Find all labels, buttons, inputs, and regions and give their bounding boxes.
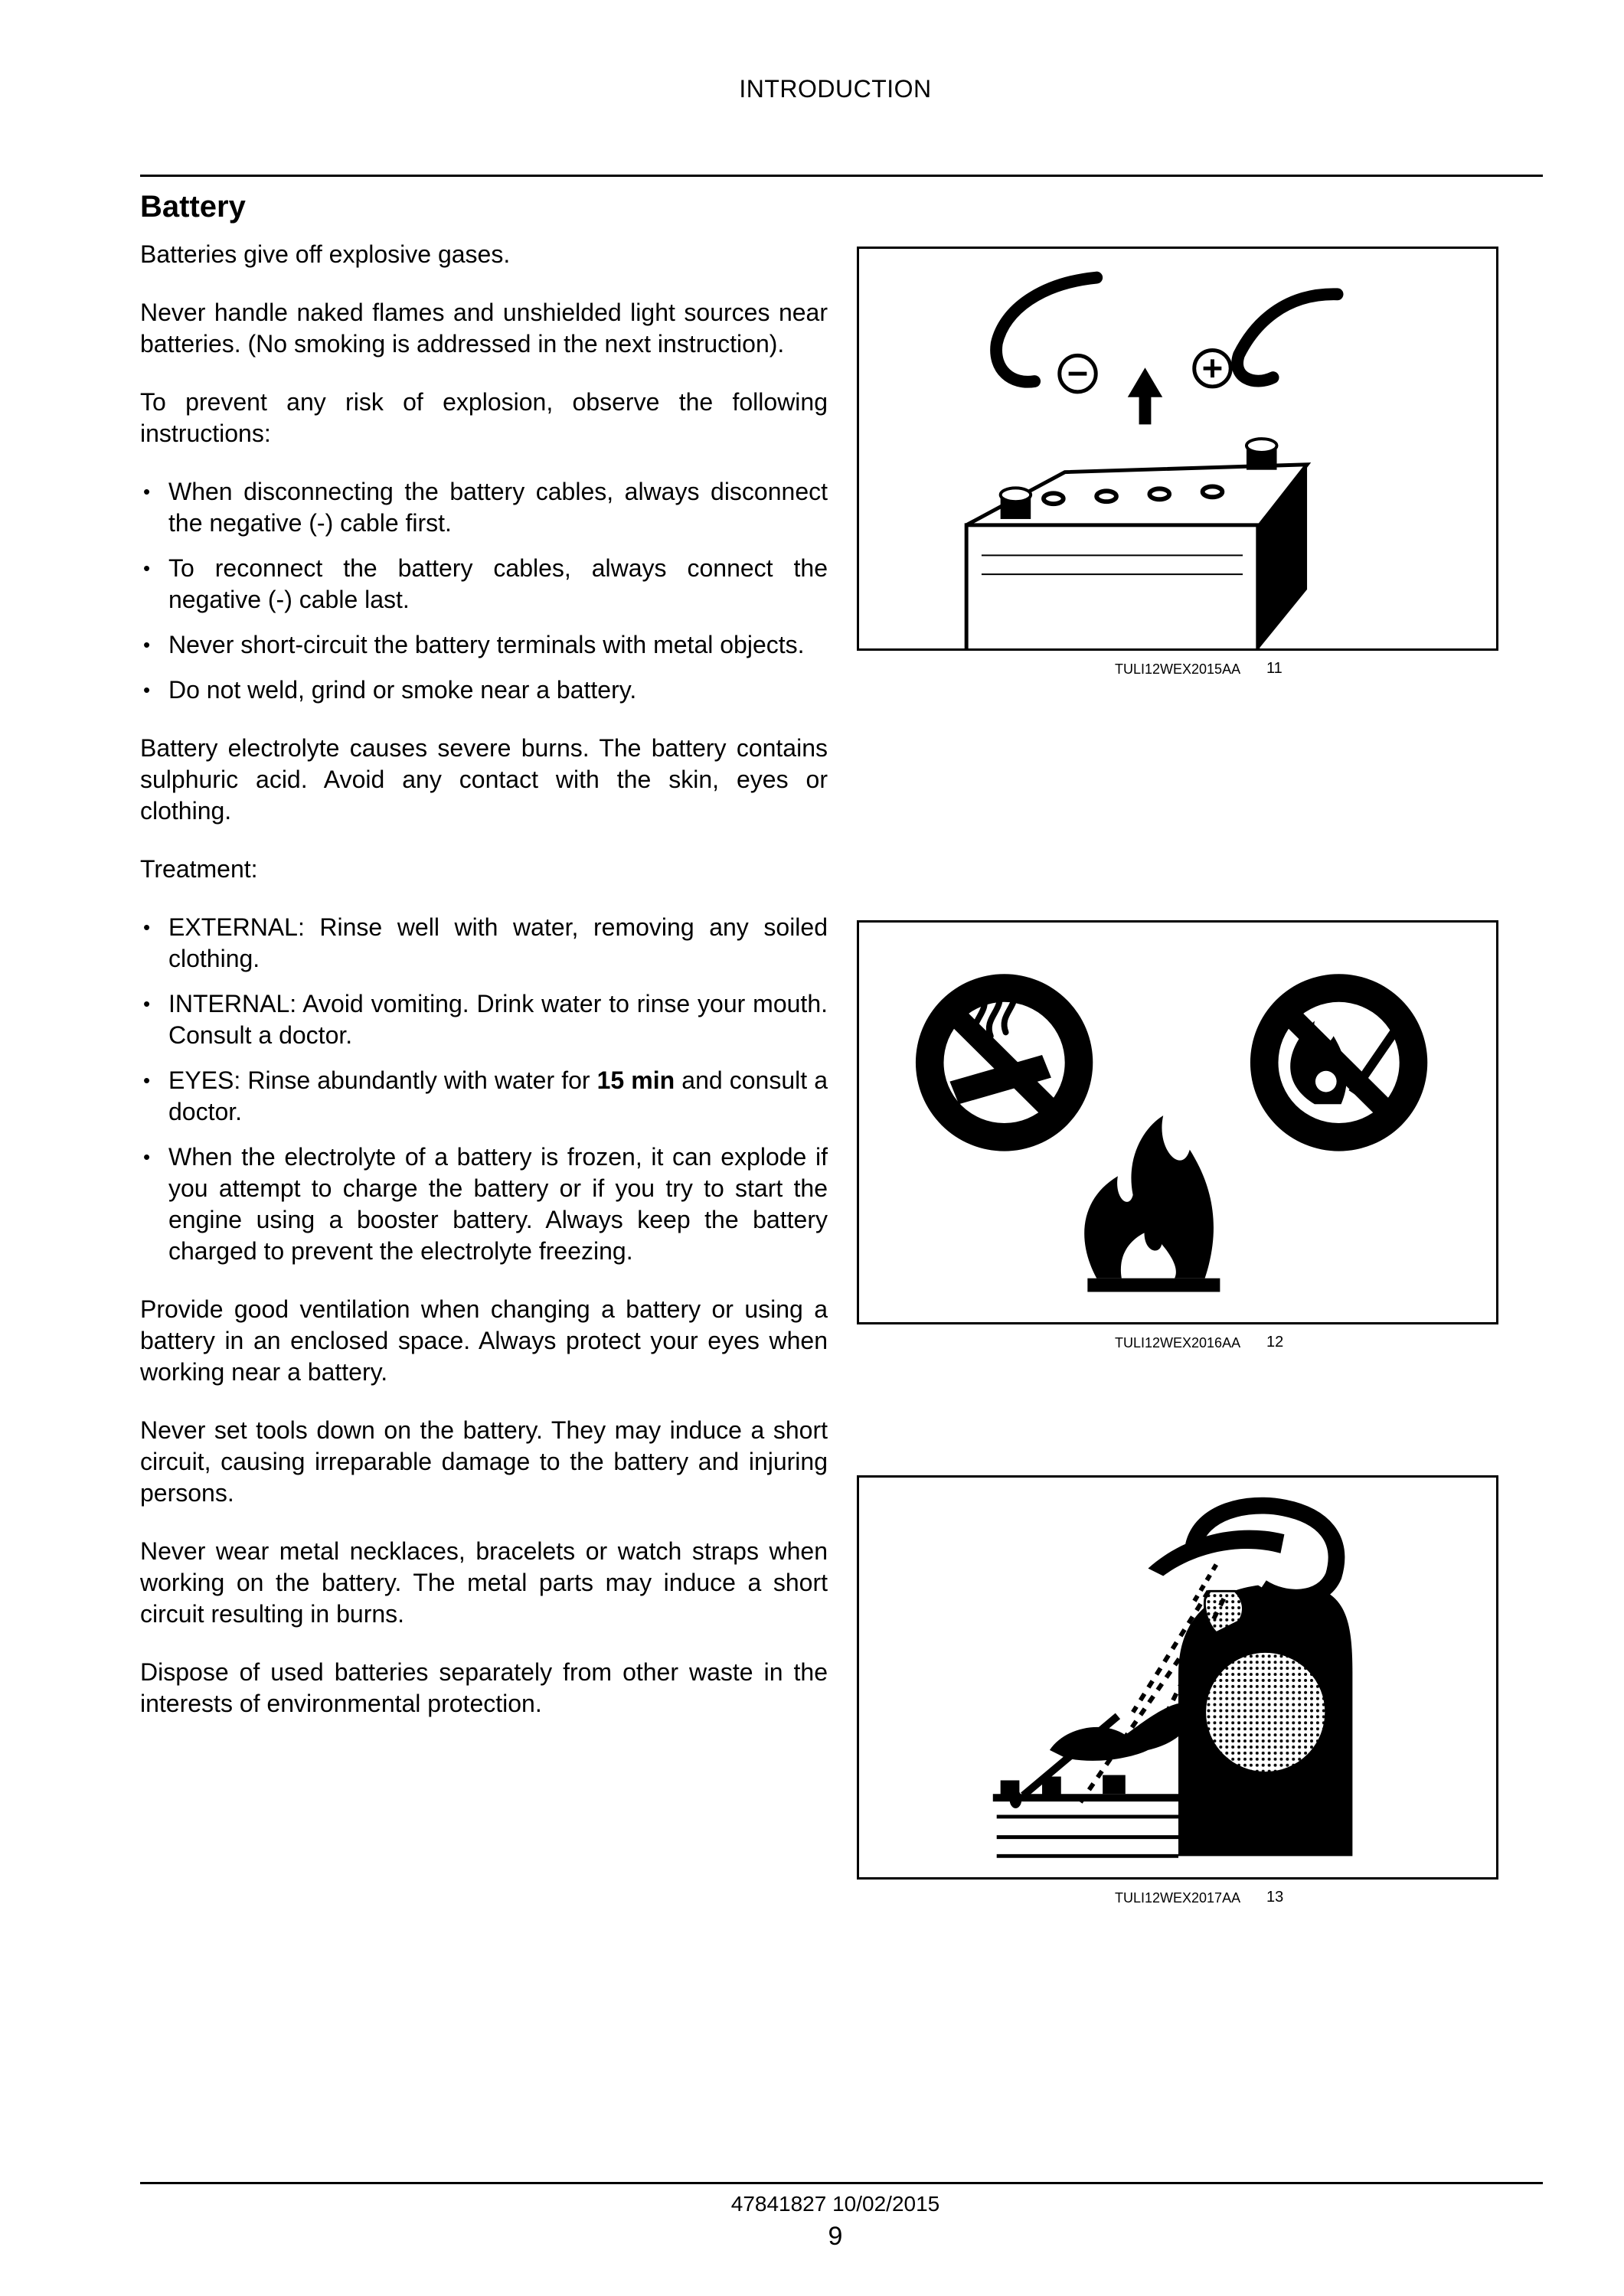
list-item: • When disconnecting the battery cables, always disconnect the negative (-) cable first. <box>140 476 828 539</box>
footer-rule <box>140 2182 1543 2184</box>
figure-no-smoking-no-flame <box>857 920 1498 1324</box>
list-item: • When the electrolyte of a battery is frozen, it can explode if you attempt to charge the battery or if you try to start the engine using a booster battery. Always keep the battery charged to prevent the electrolyte freezing. <box>140 1141 828 1267</box>
list-item: • To reconnect the battery cables, always connect the negative (-) cable last. <box>140 553 828 616</box>
page-header-title: INTRODUCTION <box>739 75 932 103</box>
paragraph: Provide good ventilation when changing a battery or using a battery in an enclosed space. Always protect your eyes when working near a battery. <box>140 1295 828 1386</box>
figure-battery-cables <box>857 247 1498 651</box>
figure-number: 11 <box>1266 660 1283 677</box>
no-smoking-no-flame-icon <box>859 923 1496 1322</box>
paragraph: Treatment: <box>140 855 258 883</box>
figure-number: 13 <box>1266 1889 1284 1906</box>
footer-doc-ref: 47841827 10/02/2015 <box>730 2192 940 2216</box>
paragraph: Never handle naked flames and unshielded light sources near batteries. (No smoking is addressed in the next instruction). <box>140 299 828 358</box>
section-title: Battery <box>140 190 246 224</box>
header-rule <box>140 175 1543 177</box>
paragraph: Dispose of used batteries separately from other waste in the interests of environmental protection. <box>140 1658 828 1717</box>
figure-caption: TULI12WEX2015AA <box>1115 661 1241 677</box>
list-item: • Never short-circuit the battery terminals with metal objects. <box>140 629 828 661</box>
list-item: • Do not weld, grind or smoke near a battery. <box>140 674 828 706</box>
acid-protection-icon <box>859 1478 1496 1877</box>
paragraph: To prevent any risk of explosion, observe the following instructions: <box>140 388 828 447</box>
body-text-column <box>140 239 828 1746</box>
list-item <box>140 1065 828 1128</box>
paragraph: Batteries give off explosive gases. <box>140 240 511 268</box>
list-text: EYES: Rinse abundantly with water for <box>168 1066 597 1094</box>
treatment-list <box>140 912 828 1267</box>
list-text: and consult a doctor. <box>168 1066 828 1125</box>
paragraph: Never wear metal necklaces, bracelets or watch straps when working on the battery. The metal parts may induce a short circuit resulting in burns. <box>140 1537 828 1628</box>
page-number: 9 <box>828 2222 843 2251</box>
figure-caption: TULI12WEX2016AA <box>1115 1335 1241 1350</box>
list-item: • INTERNAL: Avoid vomiting. Drink water to rinse your mouth. Consult a doctor. <box>140 988 828 1051</box>
paragraph: Never set tools down on the battery. They may induce a short circuit, causing irreparable damage to the battery and injuring persons. <box>140 1416 828 1507</box>
figure-caption: TULI12WEX2017AA <box>1115 1890 1241 1906</box>
list-item: • EXTERNAL: Rinse well with water, removing any soiled clothing. <box>140 912 828 975</box>
paragraph: Battery electrolyte causes severe burns. The battery contains sulphuric acid. Avoid any contact with the skin, eyes or clothing. <box>140 734 828 825</box>
instruction-list <box>140 476 828 706</box>
battery-cables-icon <box>859 249 1496 648</box>
figure-number: 12 <box>1266 1334 1284 1350</box>
figure-acid-protection <box>857 1475 1498 1880</box>
duration-value: 15 min <box>596 1066 675 1094</box>
